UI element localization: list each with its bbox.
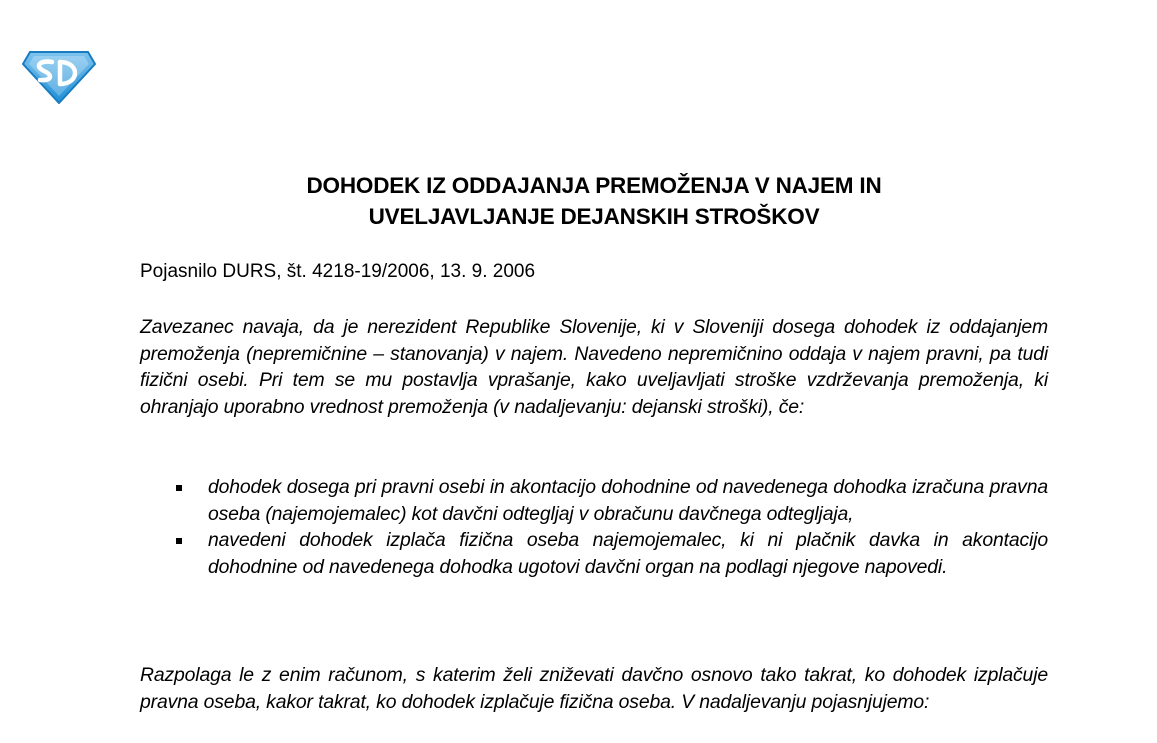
document-subtitle: Pojasnilo DURS, št. 4218-19/2006, 13. 9. 2006	[140, 261, 536, 282]
sd-logo-icon	[22, 50, 96, 104]
bullet-square-icon	[176, 538, 182, 544]
paragraph-closing: Razpolaga le z enim računom, s katerim želi zniževati davčno osnovo tako takrat, ko dohodek izplačuje pravna oseba, kakor takrat, ko dohodek izplačuje fizična oseba. V nadaljevanju pojasnjujemo:	[140, 664, 1048, 713]
document-title	[140, 170, 1048, 232]
list-item-text: navedeni dohodek izplača fizična oseba najemojemalec, ki ni plačnik davka in akontacijo dohodnine od navedenega dohodka ugotovi davčni organ na podlagi njegove napovedi.	[208, 529, 1048, 579]
title-line-2: UVELJAVLJANJE DEJANSKIH STROŠKOV	[368, 204, 820, 229]
list-item	[140, 474, 1048, 527]
paragraph-intro: Zavezanec navaja, da je nerezident Republike Slovenije, ki v Sloveniji dosega dohodek iz oddajanjem premoženja (nepremičnine – stanovanja) v najem. Navedeno nepremičnino oddaja v najem pravni, pa tudi fizični osebi. Pri tem se mu postavlja vprašanje, kako uveljavljati stroške vzdrževanja premoženja, ki ohranjajo uporabno vrednost premoženja (v nadaljevanju: dejanski stroški), če:	[140, 316, 1048, 419]
bullet-list	[140, 474, 1048, 581]
list-item-text: dohodek dosega pri pravni osebi in akontacijo dohodnine od navedenega dohodka izračuna pravna oseba (najemojemalec) kot davčni odtegljaj v obračunu davčnega odtegljaja,	[208, 476, 1048, 525]
title-line-1: DOHODEK IZ ODDAJANJA PREMOŽENJA V NAJEM IN	[306, 173, 882, 198]
bullet-square-icon	[176, 485, 182, 491]
list-item	[140, 527, 1048, 580]
